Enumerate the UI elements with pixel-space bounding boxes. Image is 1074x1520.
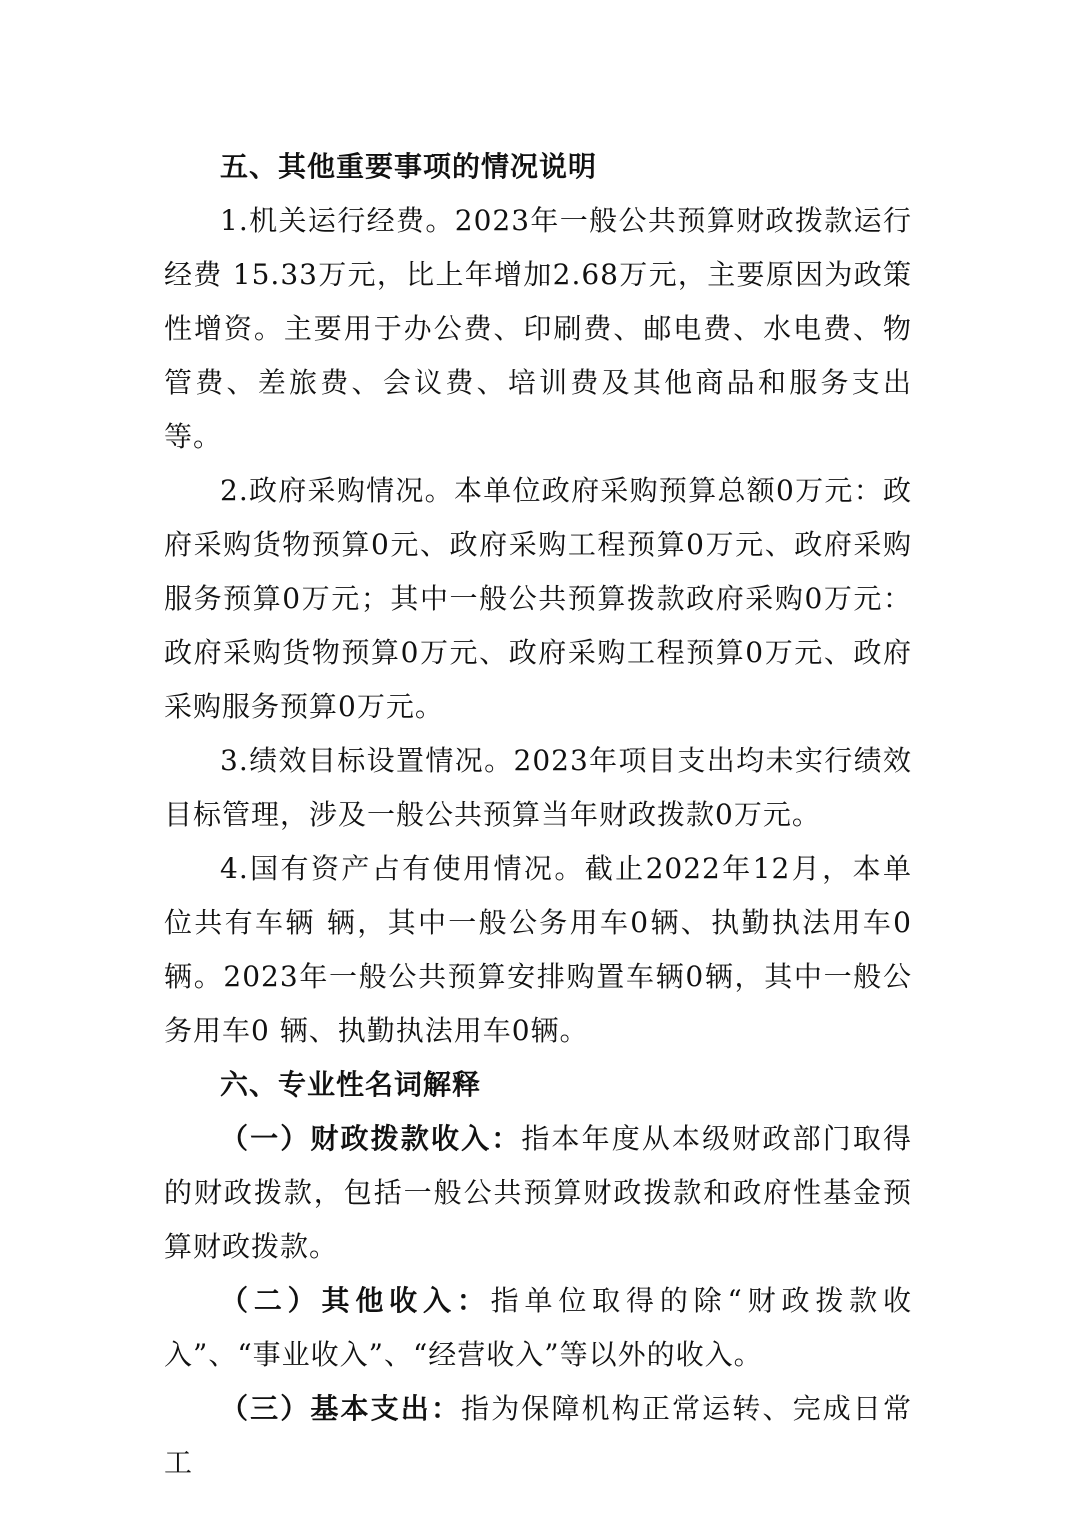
term-other-income — [164, 1274, 912, 1382]
term-definition: 指为保障机构正常运转、完成日常工 — [164, 1392, 912, 1479]
term-label: （二）其他收入： — [220, 1284, 491, 1317]
paragraph-operating-expenses: 1.机关运行经费。2023年一般公共预算财政拨款运行经费 15.33万元，比上年增加2.68万元，主要原因为政策性增资。主要用于办公费、印刷费、邮电费、水电费、物管费、差旅费、会议费、培训费及其他商品和服务支出等。 — [164, 204, 912, 453]
term-fiscal-appropriation-income — [164, 1112, 912, 1274]
paragraph-government-procurement: 2.政府采购情况。本单位政府采购预算总额0万元：政府采购货物预算0元、政府采购工程预算0万元、政府采购服务预算0万元；其中一般公共预算拨款政府采购0万元：政府采购货物预算0万元、政府采购工程预算0万元、政府采购服务预算0万元。 — [164, 474, 912, 723]
term-label: （一）财政拨款收入： — [220, 1122, 522, 1155]
term-label: （三）基本支出： — [220, 1392, 462, 1425]
section-6-heading: 六、专业性名词解释 — [220, 1068, 482, 1101]
paragraph-state-assets: 4.国有资产占有使用情况。截止2022年12月，本单位共有车辆 辆，其中一般公务用车0辆、执勤执法用车0辆。2023年一般公共预算安排购置车辆0辆，其中一般公务用车0 辆、执勤执法用车0辆。 — [164, 852, 912, 1047]
document-page — [164, 140, 912, 1490]
term-basic-expenditure — [164, 1382, 912, 1490]
section-5-heading: 五、其他重要事项的情况说明 — [220, 150, 598, 183]
term-definition: 指本年度从本级财政部门取得的财政拨款，包括一般公共预算财政拨款和政府性基金预算财政拨款。 — [164, 1122, 912, 1263]
term-definition: 指单位取得的除“财政拨款收入”、“事业收入”、“经营收入”等以外的收入。 — [164, 1284, 912, 1371]
paragraph-performance-targets: 3.绩效目标设置情况。2023年项目支出均未实行绩效目标管理，涉及一般公共预算当年财政拨款0万元。 — [164, 744, 912, 831]
